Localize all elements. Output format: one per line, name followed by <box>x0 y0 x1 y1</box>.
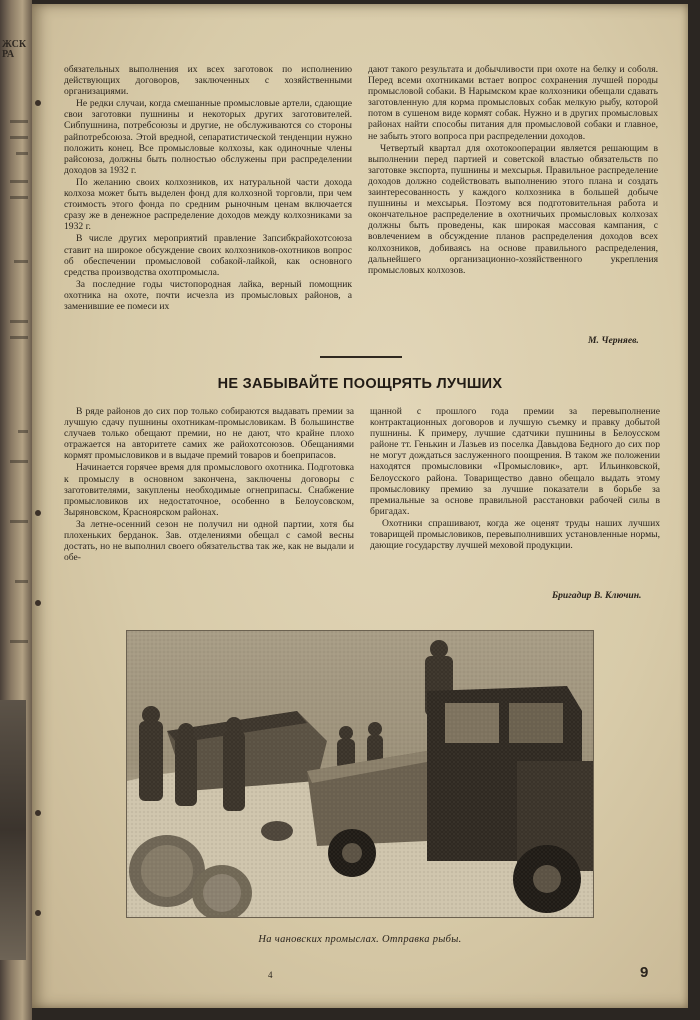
main-article-left-column <box>64 406 354 563</box>
paragraph: обязательных выполнения их всех заготовок по исполнению действующих договоров, заключенных с хозяйственными организациями. <box>64 64 352 98</box>
binding-hole <box>35 600 41 606</box>
previous-page-header: ЖСК РА <box>2 40 27 60</box>
top-article-right-column <box>368 64 658 276</box>
paragraph: В числе других мероприятий правление Запсибкрайохотсоюза ставит на широкое обсуждение своих колхозников-охотников вопрос об обеспечении промысловой собакой-лайкой, как основного средства производства охотпромысла. <box>64 233 352 278</box>
paragraph: щанной с прошлого года премии за перевыполнение контрактационных договоров и лучшую съемку и правку добытой пушнины. К примеру, лучшие сдатчики пушнины в Белоусском районе тт. Генькин и Лазьев из поселка Давыдова Бедного до сих пор не могут дождаться заслуженного поощрения. В таком же положении находятся промысловики «Промысловик», арт. Ильинковской, Белоусского района. Товарищество давно обещало выдать этому промысловику премию за лучшие показатели в борьбе за премиальные за основе правильной расстановки рабочей силы в бригадах. <box>370 406 660 517</box>
binding-hole <box>35 910 41 916</box>
main-article-right-column <box>370 406 660 551</box>
binding-hole <box>35 100 41 106</box>
article-divider <box>320 356 402 358</box>
paragraph: Не редки случаи, когда смешанные промысловые артели, сдающие свои заготовки пушнины и некоторых других заготовителей. Сибпушнина, потребсоюзы и другие, не обслуживаются со стороны райпотребсоюза. Этой вредной, сепаратистической тенденции нужно положить конец. Все промысловые колхозы, как одиночные члены райсоюза, должны быть полностью обслужены при распределении доходов за 1932 г. <box>64 98 352 176</box>
paragraph: Начинается горячее время для промыслового охотника. Подготовка к промыслу в основном закончена, заключены договоры с заготовителями, закуплены необходимые огнеприпасы. Снабжение промысловиков их недостаточное, особенно в Белоусовском, Зыряновском, Красноярском районах. <box>64 462 354 518</box>
previous-page-edge <box>0 0 32 1020</box>
binding-hole <box>35 510 41 516</box>
photo-caption: На чановских промыслах. Отправка рыбы. <box>258 934 462 945</box>
binding-hole <box>35 810 41 816</box>
footer-mark: 4 <box>268 970 273 980</box>
magazine-page <box>32 4 688 1008</box>
paragraph: За летне-осенний сезон не получил ни одной партии, хотя бы плохеньких берданок. Зав. отделениями обещал с самой весны достать, но не выполнил своего обязательства так же, как не выдали и обе- <box>64 518 354 564</box>
paragraph: В ряде районов до сих пор только собираются выдавать премии за лучшую сдачу пушнины охотникам-промысловикам. В большинстве случаев только обещают премии, но не дают, что крайне плохо отражается на авторитете самих же райохотсоюзов. Обещаниями кормят промысловиков и в выдаче премий товаров и боеприпасов. <box>64 406 354 462</box>
top-article-signature: М. Черняев. <box>588 335 639 346</box>
main-article-signature: Бригадир В. Ключин. <box>552 590 642 601</box>
previous-page-photo <box>0 700 26 960</box>
paragraph: По желанию своих колхозников, их натуральной части дохода колхоза может быть выделен фонд для колхозной торговли, при чем стоимость этого фонда по средним рыночным ценам включается сразу же в денежное распределение доходов между колхозниками за 1932 г. <box>64 176 352 233</box>
top-article-left-column <box>64 64 352 312</box>
photograph <box>126 630 594 918</box>
photo-scene <box>127 631 593 917</box>
page-number: 9 <box>640 964 649 981</box>
paragraph: Охотники спрашивают, когда же оценят труды наших лучших товарищей промысловиков, перевыполнивших установленные нормы, дающие государству лучшей меховой продукции. <box>370 517 660 552</box>
paragraph: Четвертый квартал для охотокооперации является решающим в выполнении перед партией и советской властью обязательств по заготовке экспорта, пушнины и мехсырья. Правильное распределение доходов должно содействовать выполнению этого плана и создать заинтересованность у каждого колхозника в большей добыче пушнины и мехсырья. Поэтому вся подготовительная работа и окончательное распределение в охотничьих промысловых колхозах должны быть проведены, как широкая массовая кампания, с вовлечением в обсуждение планов распределения доходов всех колхозников, добиваясь на основе правильного распределения, дальнейшего организационно-хозяйственного укрепления промысловых колхозов. <box>368 142 658 276</box>
paragraph: дают такого результата и добычливости при охоте на белку и соболя. Перед всеми охотниками встает вопрос сохранения лучшей породы промысловой собаки. В Нарымском крае колхозники обещали сдавать заготовленную для корма промысловых собак мелкую рыбу, которой потом в сушеном виде кормят собак. Нужно и в других промысловых районах найти способы питания для промысловой собаки и главное, не забыть этого вопроса при распределении доходов. <box>368 64 658 142</box>
article-headline: НЕ ЗАБЫВАЙТЕ ПООЩРЯТЬ ЛУЧШИХ <box>217 376 503 392</box>
paragraph: За последние годы чистопородная лайка, верный помощник охотника на охоте, почти исчезла из промысловых районов, а заменившие ее помеси их <box>64 278 352 312</box>
